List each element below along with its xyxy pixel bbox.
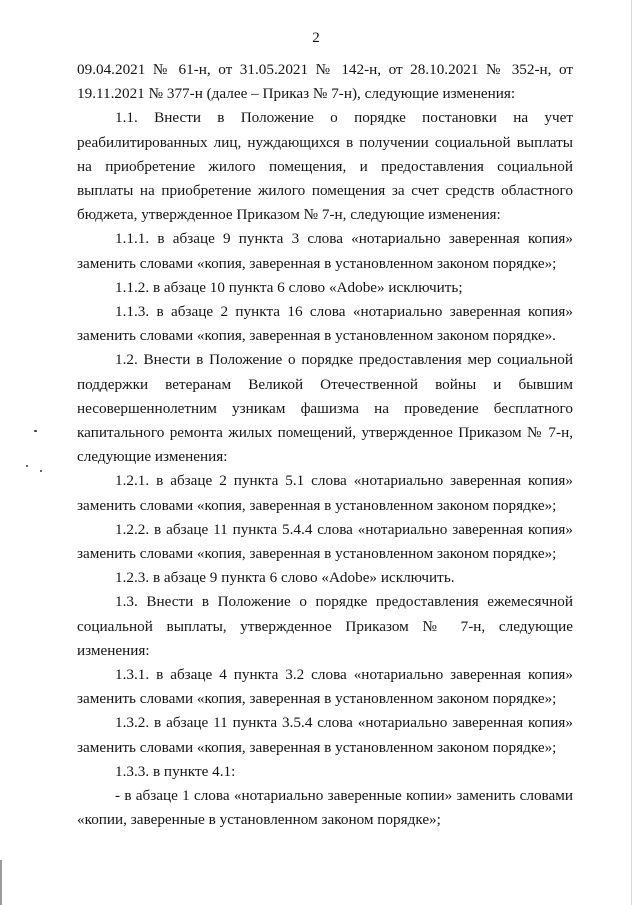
amendment-1-1-1-paragraph: 1.1.1. в абзаце 9 пункта 3 слова «нотариально заверенная копия» заменить словами «копия, заверенная в установленном законом порядке»; (77, 230, 573, 272)
page-number: 2 (312, 30, 320, 46)
amendment-1-3-2-paragraph: 1.3.2. в абзаце 11 пункта 3.5.4 слова «нотариально заверенная копия» заменить словами «копия, заверенная в установленном законом порядке»; (77, 714, 573, 756)
amendment-1-3-3-dash-item: - в абзаце 1 слова «нотариально заверенные копии» заменить словами «копии, заверенные в установленном законом порядке»; (77, 787, 573, 829)
amendment-1-3-3-paragraph: 1.3.3. в пункте 4.1: (115, 762, 236, 780)
amendment-1-1-3-paragraph: 1.1.3. в абзаце 2 пункта 16 слова «нотариально заверенная копия» заменить словами «копия, заверенная в установленном законом порядке». (77, 303, 573, 345)
intro-continuation-paragraph: 09.04.2021 № 61-н, от 31.05.2021 № 142-н, от 28.10.2021 № 352-н, от 19.11.2021 № 377-н (далее – Приказ № 7-н), следующие изменения: (77, 61, 573, 103)
amendment-1-2-2-paragraph: 1.2.2. в абзаце 11 пункта 5.4.4 слова «нотариально заверенная копия» заменить словами «копия, заверенная в установленном законом порядке»; (77, 520, 573, 563)
scan-speck (34, 430, 37, 432)
amendment-1-2-1-paragraph: 1.2.1. в абзаце 2 пункта 5.1 слова «нотариально заверенная копия» заменить словами «копия, заверенная в установленном законом порядке»; (77, 472, 573, 514)
scan-speck (26, 465, 28, 467)
amendment-1-1-paragraph: 1.1. Внести в Положение о порядке постановки на учет реабилитированных лиц, нуждающихся в получении социальной выплаты на приобретение жилого помещения, и предоставления социальной выплаты на приобретение жилого помещения за счет средств областного бюджета, утвержденное Приказом № 7-н, следующие изменения: (77, 109, 573, 224)
amendment-1-2-paragraph: 1.2. Внести в Положение о порядке предоставления мер социальной поддержки ветеранам Великой Отечественной войны и бывшим несовершеннолетним узникам фашизма на проведение бесплатного капитального ремонта жилых помещений, утвержденное Приказом № 7-н, следующие изменения: (77, 351, 573, 466)
amendment-1-3-1-paragraph: 1.3.1. в абзаце 4 пункта 3.2 слова «нотариально заверенная копия» заменить словами «копия, заверенная в установленном законом порядке»; (77, 666, 573, 708)
scan-speck (40, 470, 42, 472)
document-body (77, 58, 573, 833)
scan-edge-line (0, 860, 2, 905)
amendment-1-1-2-paragraph: 1.1.2. в абзаце 10 пункта 6 слово «Adobe» исключить; (115, 278, 463, 296)
amendment-1-3-paragraph: 1.3. Внести в Положение о порядке предоставления ежемесячной социальной выплаты, утвержденное Приказом № 7-н, следующие изменения: (77, 593, 573, 659)
amendment-1-2-3-paragraph: 1.2.3. в абзаце 9 пункта 6 слово «Adobe» исключить. (115, 569, 455, 587)
